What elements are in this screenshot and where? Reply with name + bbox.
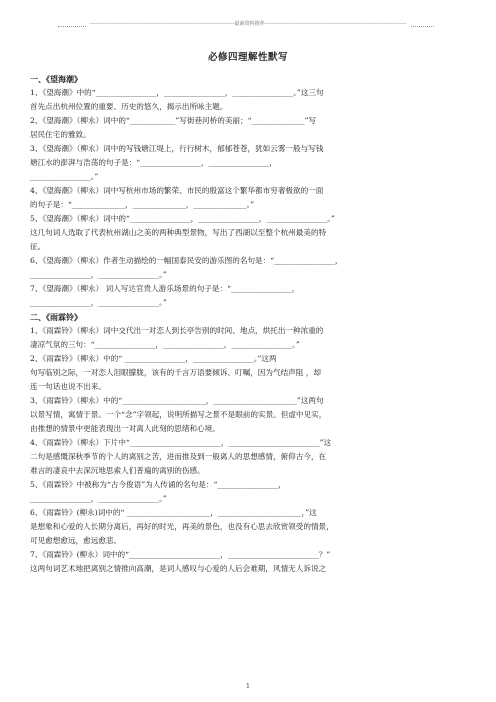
text-line: 二句是感慨深秋季节的个人的离别之苦，进而推及到一般离人的思想感情，俯仰古今，在	[30, 452, 327, 461]
text-line: ________________，________________。”	[30, 270, 167, 279]
text-line: 居民住宅的雅致。	[30, 130, 91, 139]
text-line: ________________，________________。”	[30, 494, 167, 503]
text-line: 1、《雨霖铃》（柳永）词中交代出一对恋人到长亭告别的时间、地点，烘托出一种浓重的	[30, 326, 324, 335]
text-line: 4、《望海潮》（柳永）词中写杭州市场的繁荣、市民的殷富这个繁华都市穷奢极欲的一面	[30, 186, 324, 195]
document-body	[30, 72, 470, 576]
text-line: ________________。”	[30, 172, 99, 181]
text-line: 句写临别之际，一对恋人泪眼朦胧，该有的千言万语要倾诉、叮嘱，因为气结声阻 ，却	[30, 368, 321, 377]
text-line: 5、《望海潮》（柳永）词中的“________________，________________，________________。”	[30, 214, 335, 223]
document-title: 必修四理解性默写	[207, 52, 288, 63]
text-line: 7、《望海潮》（柳永） 词人写达官贵人游乐场景的句子是：“________________，	[30, 284, 300, 293]
text-line: 首先点出杭州位置的重要、历史的悠久，揭示出所咏主题。	[30, 102, 228, 111]
text-line: 难言的凄哀中去深沉地思索人们普遍的离别的伤感。	[30, 466, 205, 475]
text-line: 7、《雨霖铃》(柳永）词中的“________________________，________________________？”	[30, 550, 331, 559]
text-line: 3、《望海潮》（柳永）词中的写钱塘江堤上，行行树木，郁郁苍苍，犹如云雾一般与写钱	[30, 144, 324, 153]
text-line: 4、《雨霖铃》（柳永）下片中“________________________，________________________”这	[30, 438, 332, 447]
text-line: ________________，________________。”	[30, 298, 167, 307]
page-header: --------------------------------------------------------------------------------------最新资料推荐------------------------------------------------------------------------------------	[0, 20, 496, 27]
section-heading: 一、《望海潮》	[30, 74, 82, 84]
text-line: 6、《望海潮》（柳永）作者生动描绘的一幅国泰民安的游乐图的名句是：“________________，	[30, 256, 343, 265]
text-line: 6、《雨霖铃》(柳永)词中的“ ______________________，______________________，”这	[30, 508, 317, 517]
text-line: 这两句词艺术地把离别之情推向高潮，是词人感叹与心爱的人后会难期，风情无人诉说之	[30, 564, 327, 573]
text-line: 由推想的情景中更能表现出一对离人此刻的思绪和心境。	[30, 424, 220, 433]
text-line: 这几句词人选取了代表杭州湖山之美的两种典型景物，写出了西湖以至整个杭州最美的特	[30, 228, 327, 237]
text-line: 以景写情，寓情于景。一个“念”字领起，说明所描写之景不是眼前的实景。但虚中见实，	[30, 410, 327, 419]
text-line: 凄凉气氛的三句：“________________，________________，________________。”	[30, 340, 300, 349]
text-line: 塘江水的澎湃与浩荡的句子是：“________________，________________，	[30, 158, 277, 167]
text-line: 2、《望海潮》（柳永）词中的“____________”写街巷河桥的美丽；“______________”写	[30, 116, 317, 125]
section-heading: 二、《雨霖铃》	[30, 312, 82, 322]
text-line: 3、《雨霖铃》（柳永）中的“______________________，______________________”这两句	[30, 396, 324, 405]
text-line: 是想象和心爱的人长期分离后，再好的时光，再美的景色，也没有心思去欣赏领受的情景，	[30, 522, 334, 531]
text-line: 连一句话也说不出来。	[30, 382, 106, 391]
text-line: 的句子是：“______________，______________，______________。”	[30, 200, 255, 209]
text-line: 征。	[30, 242, 46, 251]
text-line: 5、《雨霖铃》中被称为“古今俊语”为人传诵的名句是：“________________，	[30, 480, 286, 489]
text-line: 1、《望海潮》中的“________________，________________，________________。”这三句	[30, 88, 324, 97]
page-number: 1	[245, 682, 251, 690]
text-line: 2、《雨霖铃》（柳永）中的“ ________________，________________。”这两	[30, 354, 277, 363]
text-line: 可见愈想愈远，愈远愈悲。	[30, 536, 122, 545]
